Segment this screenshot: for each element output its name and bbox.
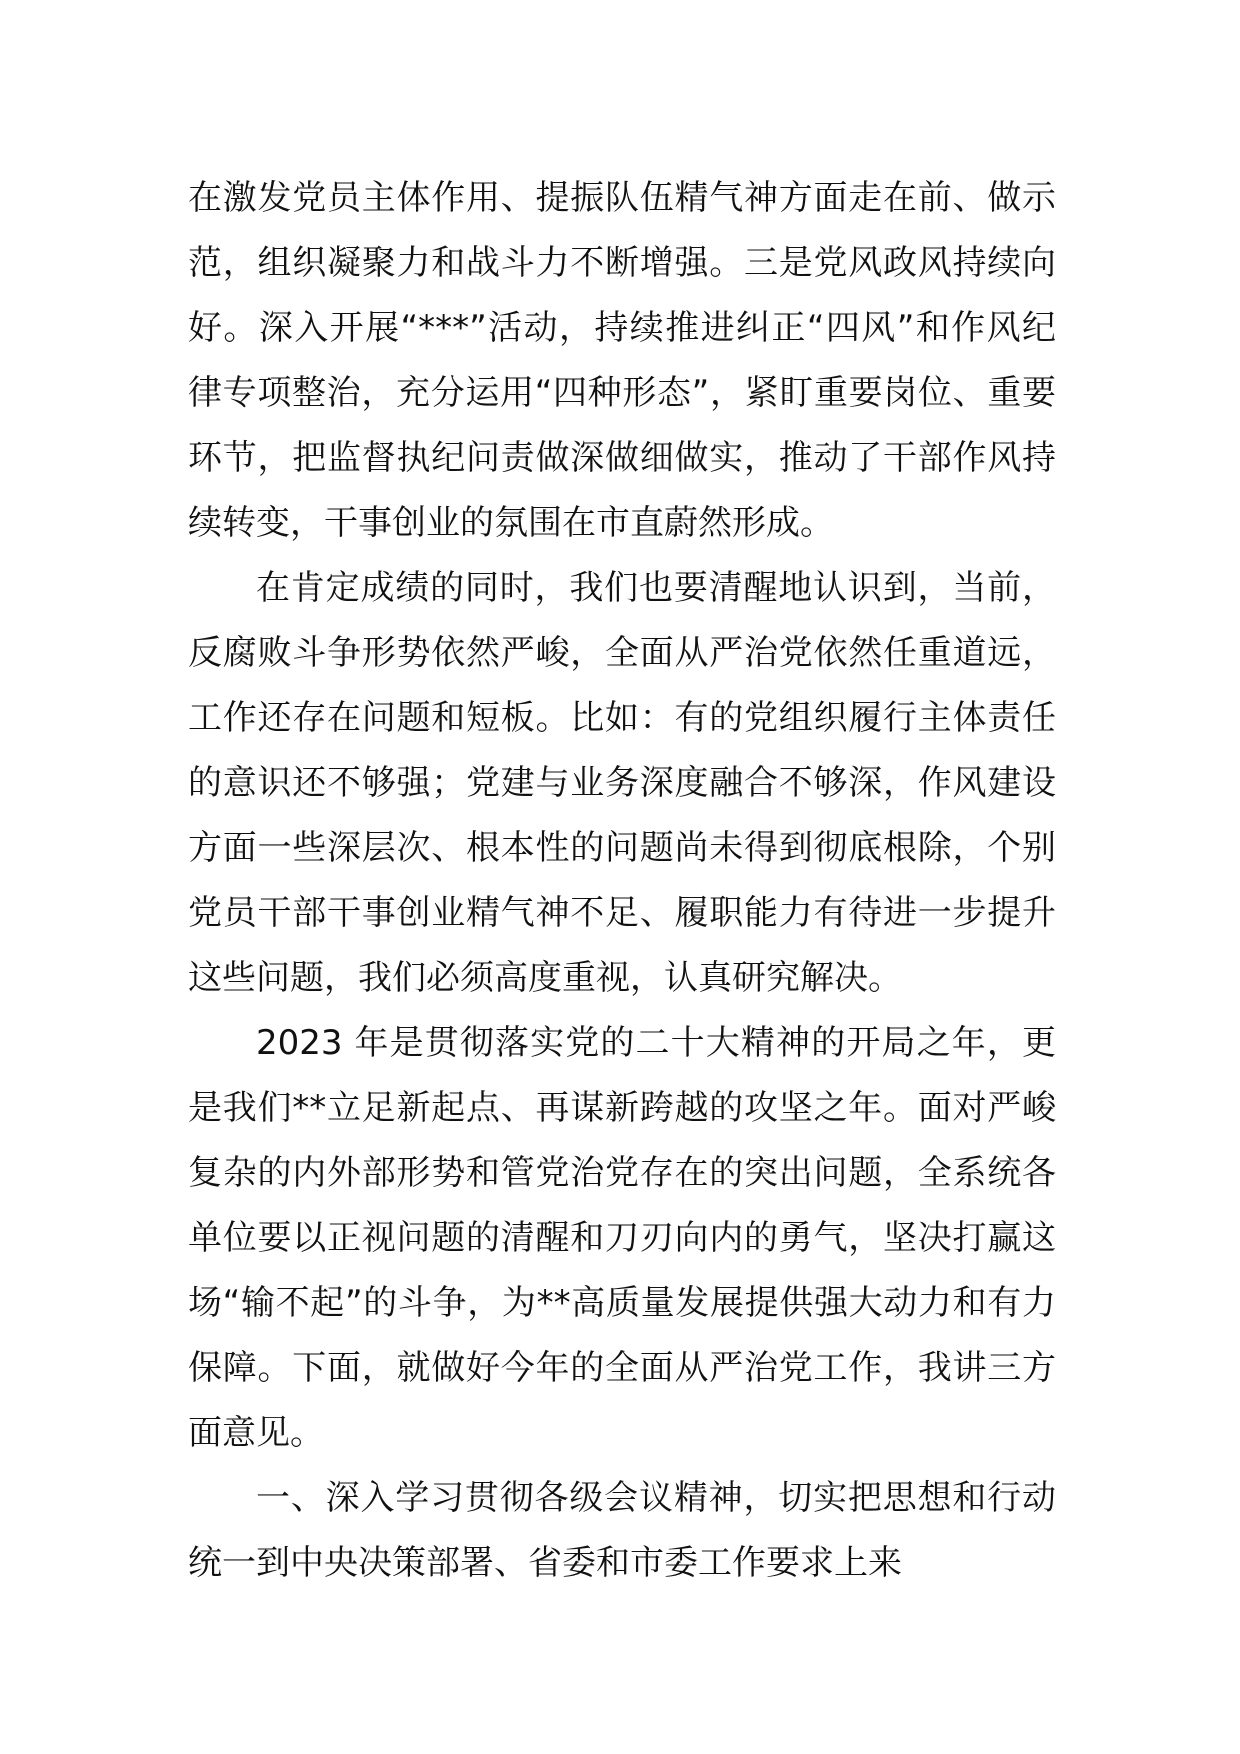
paragraph-continuation: 在激发党员主体作用、提振队伍精气神方面走在前、做示范，组织凝聚力和战斗力不断增强。三是党风政风持续向好。深入开展“***”活动，持续推进纠正“四风”和作风纪律专项整治，充分运用“四种形态”，紧盯重要岗位、重要环节，把监督执纪问责做深做细做实，推动了干部作风持续转变，干事创业的氛围在市直蔚然形成。 — [188, 178, 1056, 543]
paragraph-achievements-problems: 在肯定成绩的同时，我们也要清醒地认识到，当前，反腐败斗争形势依然严峻，全面从严治党依然任重道远，工作还存在问题和短板。比如：有的党组织履行主体责任的意识还不够强；党建与业务深度融合不够深，作风建设方面一些深层次、根本性的问题尚未得到彻底根除，个别党员干部干事创业精气神不足、履职能力有待进一步提升这些问题，我们必须高度重视，认真研究解决。 — [188, 568, 1056, 998]
section-heading-one: 一、深入学习贯彻各级会议精神，切实把思想和行动统一到中央决策部署、省委和市委工作要求上来 — [188, 1478, 1056, 1583]
paragraph-2023-outlook: 2023 年是贯彻落实党的二十大精神的开局之年，更是我们**立足新起点、再谋新跨越的攻坚之年。面对严峻复杂的内外部形势和管党治党存在的突出问题，全系统各单位要以正视问题的清醒和刀刃向内的勇气，坚决打赢这场“输不起”的斗争，为**高质量发展提供强大动力和有力保障。下面，就做好今年的全面从严治党工作，我讲三方面意见。 — [188, 1023, 1056, 1453]
document-body — [188, 166, 1056, 1596]
